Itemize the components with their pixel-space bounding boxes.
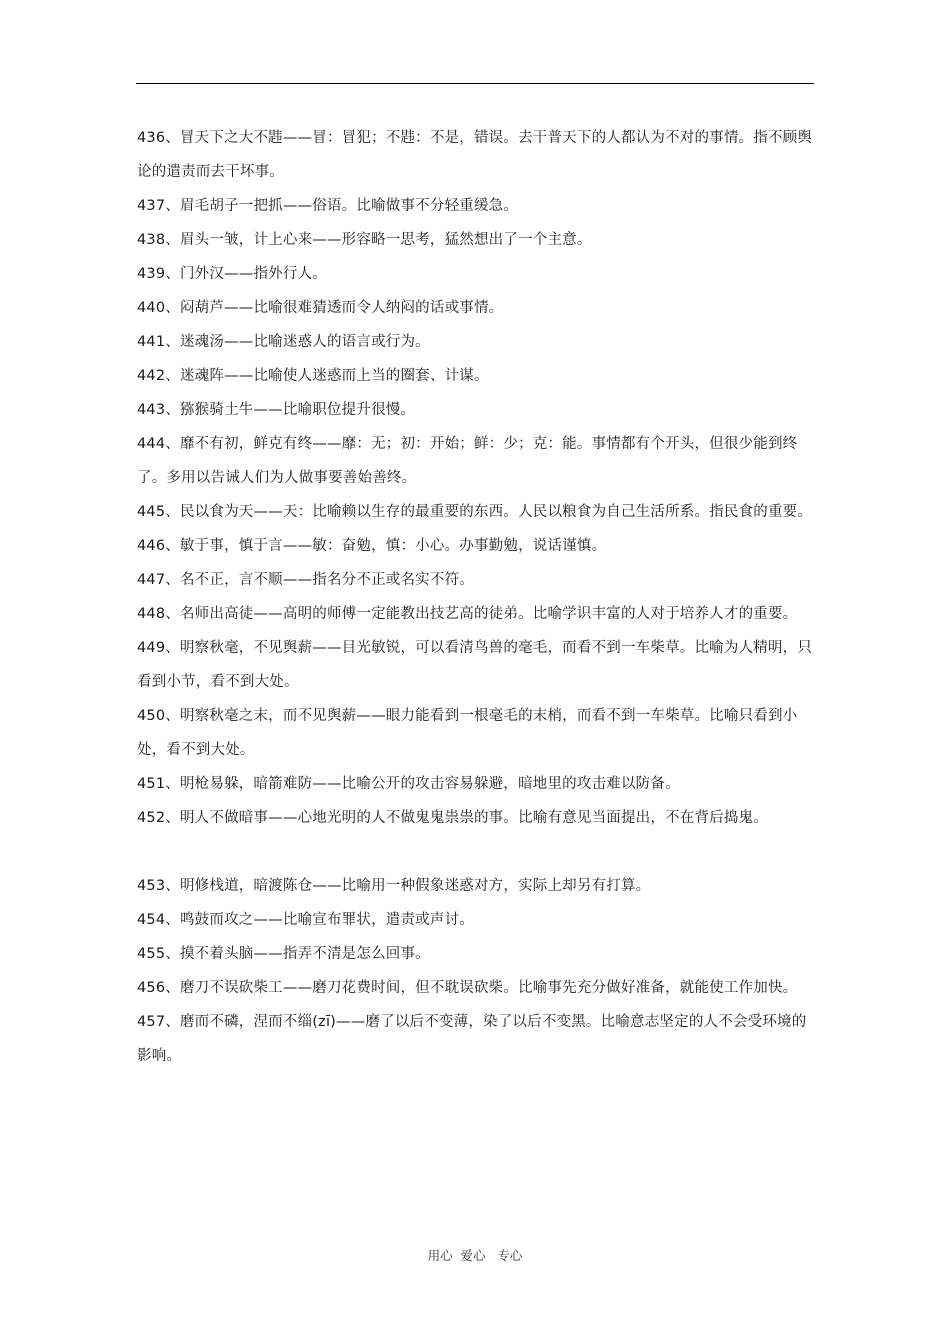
list-item: 446、敏于事，慎于言——敏：奋勉，慎：小心。办事勤勉，说话谨慎。 <box>137 538 607 554</box>
list-item: 453、明修栈道，暗渡陈仓——比喻用一种假象迷惑对方，实际上却另有打算。 <box>137 878 651 894</box>
list-item: 440、闷葫芦——比喻很难猜透而令人纳闷的话或事情。 <box>137 300 504 316</box>
list-item: 452、明人不做暗事——心地光明的人不做鬼鬼祟祟的事。比喻有意见当面提出，不在背后捣鬼。 <box>137 810 768 826</box>
list-item: 449、明察秋毫，不见舆薪——目光敏锐，可以看清鸟兽的毫毛，而看不到一车柴草。比喻为人精明，只看到小节，看不到大处。 <box>137 640 813 690</box>
header-rule <box>136 83 814 84</box>
list-item: 457、磨而不磷，涅而不缁(zī)——磨了以后不变薄，染了以后不变黑。比喻意志坚定的人不会受环境的影响。 <box>137 1014 807 1064</box>
list-item: 438、眉头一皱，计上心来——形容略一思考，猛然想出了一个主意。 <box>137 232 592 248</box>
list-item: 437、眉毛胡子一把抓——俗语。比喻做事不分轻重缓急。 <box>137 198 519 214</box>
list-item: 451、明枪易躲，暗箭难防——比喻公开的攻击容易躲避，暗地里的攻击难以防备。 <box>137 776 680 792</box>
list-item: 455、摸不着头脑——指弄不清是怎么回事。 <box>137 946 430 962</box>
list-item: 448、名师出高徒——高明的师傅一定能教出技艺高的徒弟。比喻学识丰富的人对于培养人才的重要。 <box>137 606 798 622</box>
list-item: 442、迷魂阵——比喻使人迷惑而上当的圈套、计谋。 <box>137 368 489 384</box>
list-item: 450、明察秋毫之末，而不见舆薪——眼力能看到一根毫毛的末梢，而看不到一车柴草。比喻只看到小处，看不到大处。 <box>137 708 798 758</box>
list-item: 456、磨刀不误砍柴工——磨刀花费时间，但不耽误砍柴。比喻事先充分做好准备，就能使工作加快。 <box>137 980 798 996</box>
list-item: 441、迷魂汤——比喻迷惑人的语言或行为。 <box>137 334 430 350</box>
entry-list <box>137 121 819 1073</box>
page-footer: 用心 爱心 专心 <box>427 1248 523 1263</box>
list-item: 436、冒天下之大不韪——冒：冒犯；不韪：不是，错误。去干普天下的人都认为不对的事情。指不顾舆论的遣责而去干坏事。 <box>137 130 813 180</box>
list-item: 445、民以食为天——天：比喻赖以生存的最重要的东西。人民以粮食为自己生活所系。指民食的重要。 <box>137 504 813 520</box>
list-item: 439、门外汉——指外行人。 <box>137 266 327 282</box>
list-item: 454、鸣鼓而攻之——比喻宣布罪状，遣责或声讨。 <box>137 912 474 928</box>
list-item: 443、猕猴骑土牛——比喻职位提升很慢。 <box>137 402 416 418</box>
list-item: 447、名不正，言不顺——指名分不正或名实不符。 <box>137 572 474 588</box>
list-item: 444、靡不有初，鲜克有终——靡：无；初：开始；鲜：少；克：能。事情都有个开头，但很少能到终了。多用以告诫人们为人做事要善始善终。 <box>137 436 798 486</box>
